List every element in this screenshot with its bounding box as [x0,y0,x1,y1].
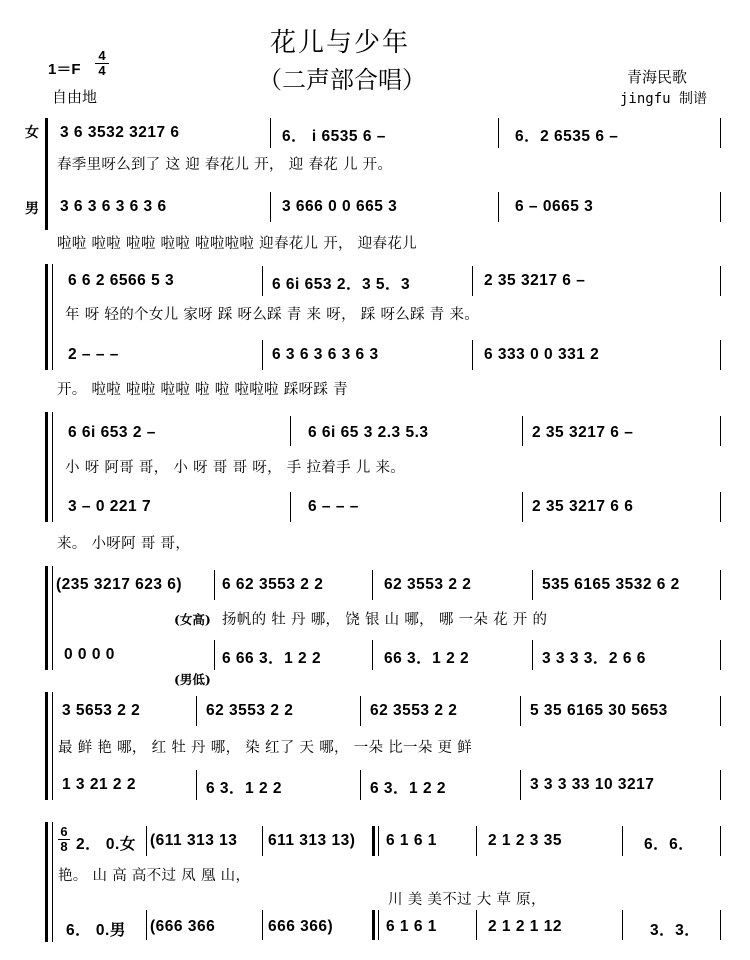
lower-measure: 3 3 3 33 10 3217 [530,776,655,793]
upper-measure: 6． i 6535 6 – [282,128,386,145]
lower-measure: 3 666 0 0 665 3 [282,198,398,215]
barline [520,696,521,726]
lower-measure: 6 3．1 2 2 [206,780,283,797]
lower-measure: 3 3 3 3．2 6 6 [542,650,646,667]
barline [262,340,263,370]
lower-measure: 3 – 0 221 7 [68,498,152,515]
barline [720,192,721,222]
upper-lyrics: 扬帆的 牡 丹 哪， 饶 银 山 哪， 哪 一朵 花 开 的 [222,612,548,628]
upper-measure: 6．6． [644,836,695,853]
barline [270,118,271,148]
upper-measure: 6 6i 65 3 2.3 5.3 [308,424,429,441]
barline [720,640,721,670]
barline [720,340,721,370]
barline [522,492,523,522]
upper-measure: 6．2 6535 6 – [515,128,619,145]
key-signature: 1＝F [48,61,81,78]
upper-measure: 2 1 2 3 35 [488,832,562,849]
part-label-female: 女 [25,125,39,141]
upper-measure: 6 1 6 1 [386,832,437,849]
barline [270,192,271,222]
upper-measure: 535 6165 3532 6 2 [542,576,680,593]
page-title: 花儿与少年 [270,28,411,58]
upper-measure: 611 313 13) [268,832,356,849]
barline [360,770,361,800]
barline [476,826,477,856]
barline [476,910,477,940]
lower-measure: 6 333 0 0 331 2 [484,346,600,363]
time-signature-change [58,826,70,853]
system-bracket [45,692,48,800]
upper-measure: 2 35 3217 6 – [532,424,634,441]
system-bracket [52,822,53,942]
upper-measure: 6 6i 653 2 – [68,424,156,441]
part-label-male: 男 [25,201,39,217]
barline [622,910,623,940]
barline [290,492,291,522]
upper-measure: 6 6i 653 2．3 5．3 [272,276,411,293]
barline [146,910,147,940]
system-bracket [45,412,48,522]
page-subtitle: （二声部合唱） [258,66,426,94]
barline [720,118,721,148]
barline [720,696,721,726]
system-bracket [52,412,53,522]
lower-measure: 0 0 0 0 [64,646,115,663]
upper-lyrics: 小 呀 阿哥 哥， 小 呀 哥 哥 呀， 手 拉着手 儿 来。 [65,460,406,476]
barline [720,266,721,296]
upper-lyrics: 最 鲜 艳 哪， 红 牡 丹 哪， 染 红了 天 哪， 一朵 比一朵 更 鲜 [58,740,473,756]
barline [196,770,197,800]
barline [520,770,521,800]
upper-measure: 6 6 2 6566 5 3 [68,272,175,289]
time-signature-bottom: 4 [98,63,106,78]
barline [622,826,623,856]
upper-measure: 3 6 3532 3217 6 [60,124,180,141]
lower-measure: 6 – – – [308,498,359,515]
barline [378,910,379,940]
lower-measure: 2 1 2 1 12 [488,918,562,935]
upper-measure: 2 35 3217 6 – [484,272,586,289]
time-signature-top: 4 [98,48,106,63]
upper-measure: 2． 0.女 [76,836,136,853]
barline [720,570,721,600]
barline [372,640,373,670]
time-signature-bottom: 8 [60,839,68,854]
upper-measure: 6 62 3553 2 2 [222,576,324,593]
lower-measure: (666 366 [150,918,216,935]
lower-measure: 6． 0.男 [66,922,126,939]
lower-measure: 2 – – – [68,346,119,363]
upper-measure: 62 3553 2 2 [370,702,458,719]
lower-measure: 666 366) [268,918,334,935]
system-bracket [52,264,53,370]
lower-measure: 1 3 21 2 2 [62,776,136,793]
barline [532,570,533,600]
voice-annotation-lower: (男低) [174,672,211,687]
system-bracket [52,566,53,670]
barline [522,416,523,446]
system-bracket [45,118,48,230]
barline [262,826,263,856]
barline [498,118,499,148]
lower-lyrics: 开。 啦啦 啦啦 啦啦 啦 啦 啦啦啦 踩呀踩 青 [57,382,348,398]
barline [720,910,721,940]
barline [378,826,379,856]
song-origin: 青海民歌 [627,68,688,86]
lower-lyrics: 来。 小呀阿 哥 哥， [57,536,191,552]
lower-measure: 3．3． [650,922,701,939]
barline [262,910,263,940]
upper-measure: 5 35 6165 30 5653 [530,702,668,719]
barline [720,492,721,522]
lower-measure: 2 35 3217 6 6 [532,498,634,515]
barline [214,570,215,600]
repeat-start-barline [372,910,375,940]
system-bracket [45,822,48,942]
barline [498,192,499,222]
barline [472,340,473,370]
barline [262,266,263,296]
upper-measure: 62 3553 2 2 [206,702,294,719]
upper-measure: (611 313 13 [150,832,238,849]
barline [360,696,361,726]
barline [532,640,533,670]
upper-lyrics: 春季里呀么到了 这 迎 春花儿 开， 迎 春花 儿 开。 [57,157,393,173]
upper-measure: 62 3553 2 2 [384,576,472,593]
barline [720,770,721,800]
barline [720,416,721,446]
lower-measure: 66 3．1 2 2 [384,650,470,667]
system-bracket [45,566,48,670]
lower-measure: 6 3．1 2 2 [370,780,447,797]
barline [290,416,291,446]
voice-annotation-upper: (女高) [174,612,211,627]
barline [720,826,721,856]
lower-measure: 6 – 0665 3 [515,198,594,215]
upper-lyrics-verse-1: 艳。 山 高 高不过 凤 凰 山， [58,868,251,884]
time-signature-top: 6 [60,824,68,839]
lower-measure: 3 6 3 6 3 6 3 6 [60,198,167,215]
barline [214,640,215,670]
upper-lyrics-verse-2: 川 美 美不过 大 草 原， [388,892,546,908]
lower-measure: 6 1 6 1 [386,918,437,935]
upper-measure: (235 3217 623 6) [56,576,183,593]
barline [196,696,197,726]
system-bracket [52,692,53,800]
tempo-marking: 自由地 [52,88,98,106]
system-bracket [45,264,48,370]
time-signature [95,50,109,77]
lower-lyrics: 啦啦 啦啦 啦啦 啦啦 啦啦啦啦 迎春花儿 开， 迎春花儿 [57,236,417,252]
upper-lyrics: 年 呀 轻的个女儿 家呀 踩 呀么踩 青 来 呀， 踩 呀么踩 青 来。 [65,307,480,323]
barline [372,570,373,600]
upper-measure: 3 5653 2 2 [62,702,141,719]
lower-measure: 6 66 3．1 2 2 [222,650,322,667]
lower-measure: 6 3 6 3 6 3 6 3 [272,346,379,363]
barline [472,266,473,296]
transcriber-credit: jingfu 制谱 [620,91,708,107]
repeat-start-barline [372,826,375,856]
barline [146,826,147,856]
